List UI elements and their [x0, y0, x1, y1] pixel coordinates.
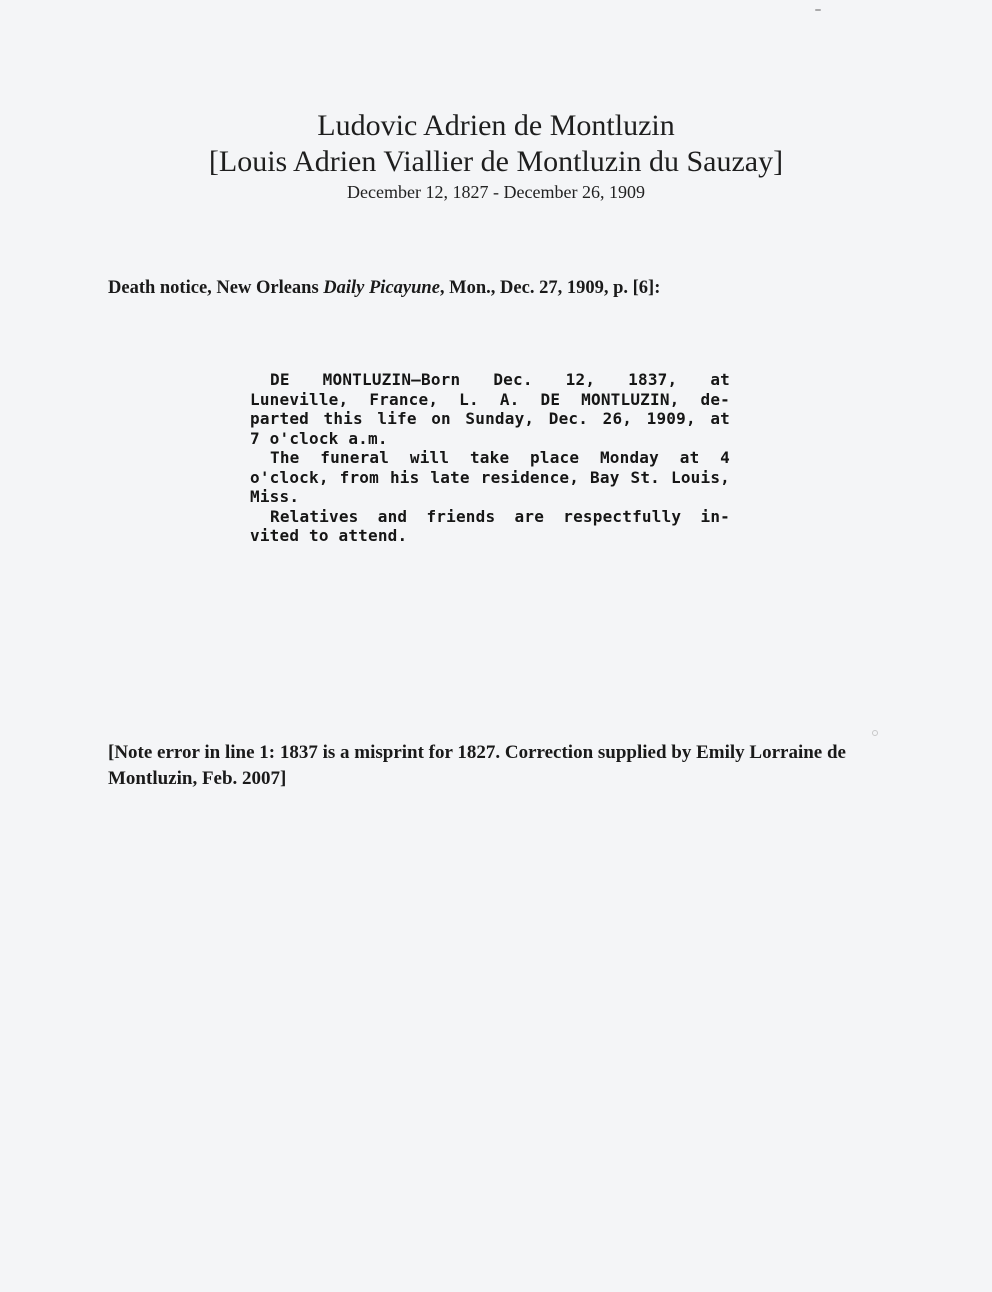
page-title: Ludovic Adrien de Montluzin: [317, 109, 675, 142]
clipping-line: o'clock, from his late residence, Bay St. Louis,: [250, 467, 730, 487]
clipping-line: Luneville, France, L. A. DE MONTLUZIN, de-: [250, 389, 730, 409]
scan-speck: [815, 9, 821, 11]
title-block: [0, 108, 992, 204]
page-subtitle: [Louis Adrien Viallier de Montluzin du Sauzay]: [208, 145, 784, 178]
clipping-line: vited to attend.: [250, 526, 408, 545]
publication-name: Daily Picayune: [323, 278, 440, 298]
source-citation: [108, 278, 660, 299]
correction-note: [Note error in line 1: 1837 is a misprint for 1827. Correction supplied by Emily Lorraine de Montluzin, Feb. 2007]: [108, 742, 846, 789]
clipping-line: DE MONTLUZIN—Born Dec. 12, 1837, at: [270, 370, 730, 389]
clipping-line: parted this life on Sunday, Dec. 26, 1909, at: [250, 409, 730, 428]
scan-speck: [872, 730, 878, 736]
citation-prefix: Death notice, New Orleans: [108, 278, 324, 298]
citation-suffix: , Mon., Dec. 27, 1909, p. [6]:: [439, 278, 661, 298]
life-dates: December 12, 1827 - December 26, 1909: [347, 182, 645, 202]
clipping-line: 7 o'clock a.m.: [250, 428, 388, 448]
clipping-line: Miss.: [250, 487, 300, 506]
clipping-line: The funeral will take place Monday at 4: [270, 448, 730, 467]
clipping-line: Relatives and friends are respectfully in-: [270, 506, 730, 526]
newspaper-clipping: [250, 370, 730, 546]
